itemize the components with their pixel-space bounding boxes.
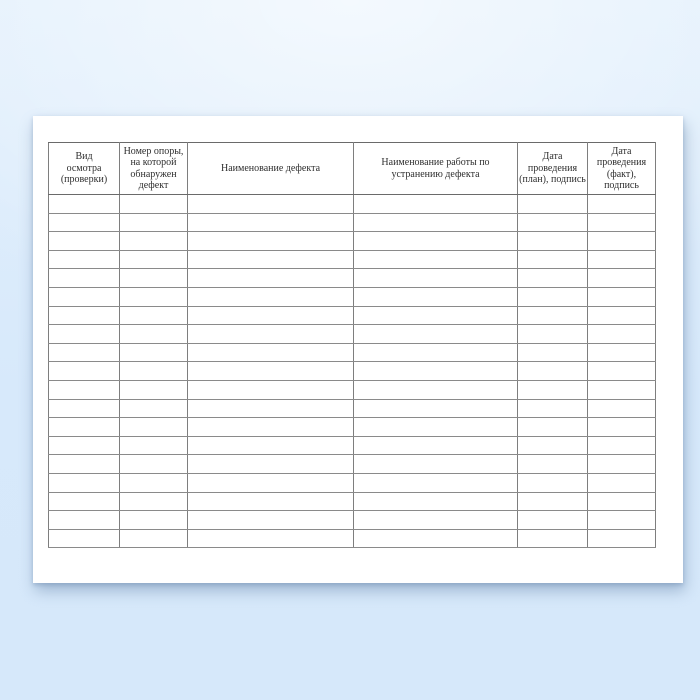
table-cell [49,232,120,251]
table-cell [588,380,656,399]
table-cell [518,306,588,325]
table-cell [120,473,188,492]
column-header-inspection-type: Вид осмотра (проверки) [49,143,120,195]
table-cell [120,287,188,306]
table-cell [120,195,188,214]
column-header-date-plan: Дата проведения (план), подпись [518,143,588,195]
table-cell [354,306,518,325]
table-cell [518,287,588,306]
table-cell [588,529,656,548]
table-header [49,143,656,195]
table-row [49,195,656,214]
table-cell [518,511,588,530]
table-cell [120,418,188,437]
table-cell [354,380,518,399]
table-cell [188,343,354,362]
table-cell [49,362,120,381]
table-cell [49,399,120,418]
table-cell [354,213,518,232]
table-cell [49,380,120,399]
table-cell [188,195,354,214]
table-cell [120,399,188,418]
table-cell [354,436,518,455]
table-cell [49,418,120,437]
table-cell [188,287,354,306]
table-cell [588,436,656,455]
table-cell [120,455,188,474]
table-cell [518,399,588,418]
table-cell [188,436,354,455]
table-cell [518,473,588,492]
table-cell [354,325,518,344]
table-cell [588,492,656,511]
table-cell [49,455,120,474]
table-cell [588,362,656,381]
table-row [49,343,656,362]
table-cell [354,399,518,418]
table-cell [354,269,518,288]
table-cell [588,306,656,325]
table-cell [188,325,354,344]
table-cell [120,380,188,399]
table-cell [49,511,120,530]
table-cell [518,269,588,288]
table-cell [588,455,656,474]
table-cell [518,529,588,548]
table-row [49,380,656,399]
table-cell [120,232,188,251]
table-cell [588,213,656,232]
table-cell [588,473,656,492]
column-header-date-fact: Дата проведения (факт), подпись [588,143,656,195]
table-cell [188,306,354,325]
table-cell [188,269,354,288]
table-cell [354,362,518,381]
table-cell [588,325,656,344]
table-row [49,455,656,474]
table-cell [354,529,518,548]
table-cell [588,399,656,418]
table-cell [354,343,518,362]
table-row [49,492,656,511]
table-cell [49,306,120,325]
column-header-defect-name: Наименование дефекта [188,143,354,195]
table-cell [188,362,354,381]
table-cell [518,232,588,251]
table-cell [518,343,588,362]
table-cell [354,232,518,251]
table-cell [518,325,588,344]
table-cell [518,250,588,269]
table-row [49,529,656,548]
table-cell [120,511,188,530]
table-cell [49,473,120,492]
table-cell [588,250,656,269]
column-header-repair-work: Наименование работы по устранению дефекта [354,143,518,195]
table-row [49,213,656,232]
table-cell [49,213,120,232]
table-cell [518,436,588,455]
column-header-support-number: Номер опоры, на которой обнаружен дефект [120,143,188,195]
table-cell [518,418,588,437]
table-cell [188,455,354,474]
table-cell [188,399,354,418]
table-cell [354,195,518,214]
table-row [49,250,656,269]
table-cell [120,213,188,232]
table-header-row [49,143,656,195]
table-cell [120,529,188,548]
table-cell [354,511,518,530]
table-cell [120,492,188,511]
table-cell [188,492,354,511]
table-cell [354,492,518,511]
table-cell [354,473,518,492]
table-row [49,306,656,325]
table-cell [49,250,120,269]
table-cell [49,269,120,288]
table-cell [188,418,354,437]
table-cell [120,306,188,325]
table-cell [188,232,354,251]
table-row [49,473,656,492]
table-row [49,436,656,455]
table-cell [120,436,188,455]
table-cell [120,269,188,288]
table-cell [518,195,588,214]
table-cell [188,380,354,399]
table-cell [588,287,656,306]
table-cell [188,511,354,530]
table-cell [188,213,354,232]
table-cell [120,343,188,362]
table-cell [49,325,120,344]
table-cell [518,380,588,399]
table-cell [49,287,120,306]
document-page [33,116,683,583]
table-cell [120,325,188,344]
table-cell [49,195,120,214]
table-body [49,195,656,548]
table-cell [188,250,354,269]
table-cell [588,511,656,530]
table-cell [49,343,120,362]
table-row [49,232,656,251]
table-cell [49,436,120,455]
table-cell [588,418,656,437]
table-cell [120,362,188,381]
table-cell [588,232,656,251]
table-cell [49,492,120,511]
table-cell [518,362,588,381]
table-cell [354,250,518,269]
table-cell [518,455,588,474]
table-row [49,325,656,344]
table-cell [588,195,656,214]
table-cell [588,269,656,288]
table-cell [518,492,588,511]
table-row [49,362,656,381]
table-cell [354,455,518,474]
table-cell [354,287,518,306]
table-cell [588,343,656,362]
table-row [49,399,656,418]
table-row [49,269,656,288]
table-cell [49,529,120,548]
table-row [49,287,656,306]
table-cell [354,418,518,437]
table-row [49,418,656,437]
defects-log-table [48,142,656,548]
table-cell [188,529,354,548]
table-cell [188,473,354,492]
table-row [49,511,656,530]
table-cell [518,213,588,232]
table-cell [120,250,188,269]
